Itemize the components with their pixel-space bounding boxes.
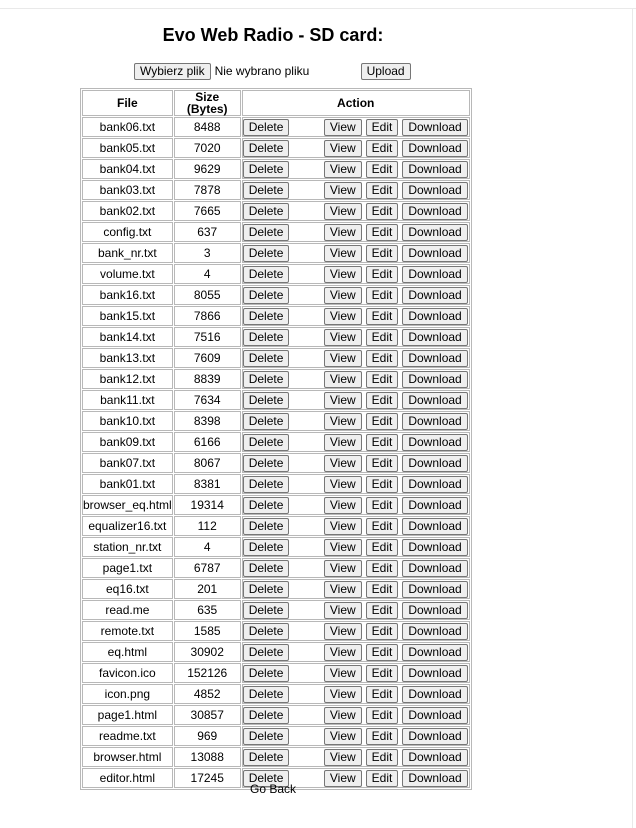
download-button[interactable]: Download	[402, 245, 467, 262]
file-actions-cell	[242, 495, 470, 515]
file-actions-cell	[242, 453, 470, 473]
edit-button[interactable]: Edit	[366, 581, 399, 598]
download-button[interactable]: Download	[402, 539, 467, 556]
download-button[interactable]: Download	[402, 371, 467, 388]
view-button[interactable]: View	[324, 602, 362, 619]
delete-button[interactable]: Delete	[243, 350, 290, 367]
table-row	[82, 222, 470, 242]
delete-button[interactable]: Delete	[243, 203, 290, 220]
view-button[interactable]: View	[324, 539, 362, 556]
file-actions-cell	[242, 327, 470, 347]
file-size-cell: 4852	[174, 684, 241, 704]
file-size-cell: 8398	[174, 411, 241, 431]
file-name-cell: browser_eq.html	[82, 495, 173, 515]
file-name-cell: bank15.txt	[82, 306, 173, 326]
file-actions-group	[243, 391, 469, 409]
file-size-cell: 8067	[174, 453, 241, 473]
file-actions-group	[243, 454, 469, 472]
file-name-cell: favicon.ico	[82, 663, 173, 683]
download-button[interactable]: Download	[402, 665, 467, 682]
download-button[interactable]: Download	[402, 266, 467, 283]
delete-button[interactable]: Delete	[243, 518, 290, 535]
file-size-cell: 4	[174, 264, 241, 284]
table-row	[82, 474, 470, 494]
table-row	[82, 264, 470, 284]
delete-button[interactable]: Delete	[243, 329, 290, 346]
file-size-cell: 635	[174, 600, 241, 620]
file-actions-group	[243, 286, 469, 304]
file-name-cell: bank13.txt	[82, 348, 173, 368]
table-row	[82, 201, 470, 221]
go-back-link[interactable]: Go Back	[249, 782, 297, 796]
file-name-cell: bank_nr.txt	[82, 243, 173, 263]
delete-button[interactable]: Delete	[243, 245, 290, 262]
file-actions-cell	[242, 138, 470, 158]
view-button[interactable]: View	[324, 665, 362, 682]
header-action: Action	[242, 90, 470, 116]
file-actions-group	[243, 622, 469, 640]
delete-button[interactable]: Delete	[243, 413, 290, 430]
download-button[interactable]: Download	[402, 287, 467, 304]
view-button[interactable]: View	[324, 119, 362, 136]
edit-button[interactable]: Edit	[366, 371, 399, 388]
view-button[interactable]: View	[324, 224, 362, 241]
download-button[interactable]: Download	[402, 707, 467, 724]
table-row	[82, 348, 470, 368]
edit-button[interactable]: Edit	[366, 623, 399, 640]
table-row	[82, 369, 470, 389]
header-file: File	[82, 90, 173, 116]
view-button[interactable]: View	[324, 749, 362, 766]
file-actions-cell	[242, 222, 470, 242]
file-size-cell: 152126	[174, 663, 241, 683]
file-name-cell: bank03.txt	[82, 180, 173, 200]
file-size-cell: 13088	[174, 747, 241, 767]
delete-button[interactable]: Delete	[243, 119, 290, 136]
download-button[interactable]: Download	[402, 644, 467, 661]
view-button[interactable]: View	[324, 686, 362, 703]
edit-button[interactable]: Edit	[366, 182, 399, 199]
edit-button[interactable]: Edit	[366, 560, 399, 577]
delete-button[interactable]: Delete	[243, 161, 290, 178]
download-button[interactable]: Download	[402, 518, 467, 535]
file-size-cell: 637	[174, 222, 241, 242]
file-name-cell: bank12.txt	[82, 369, 173, 389]
edit-button[interactable]: Edit	[366, 602, 399, 619]
edit-button[interactable]: Edit	[366, 665, 399, 682]
download-button[interactable]: Download	[402, 140, 467, 157]
delete-button[interactable]: Delete	[243, 455, 290, 472]
file-actions-group	[243, 601, 469, 619]
delete-button[interactable]: Delete	[243, 539, 290, 556]
file-name-cell: bank11.txt	[82, 390, 173, 410]
file-name-cell: remote.txt	[82, 621, 173, 641]
file-actions-cell	[242, 726, 470, 746]
file-size-cell: 3	[174, 243, 241, 263]
file-actions-group	[243, 538, 469, 556]
file-name-cell: bank09.txt	[82, 432, 173, 452]
file-size-cell: 1585	[174, 621, 241, 641]
download-button[interactable]: Download	[402, 455, 467, 472]
table-row	[82, 621, 470, 641]
delete-button[interactable]: Delete	[243, 140, 290, 157]
file-actions-cell	[242, 684, 470, 704]
file-table	[80, 88, 472, 790]
view-button[interactable]: View	[324, 497, 362, 514]
delete-button[interactable]: Delete	[243, 560, 290, 577]
file-actions-group	[243, 265, 469, 283]
delete-button[interactable]: Delete	[243, 497, 290, 514]
file-size-cell: 7634	[174, 390, 241, 410]
download-button[interactable]: Download	[402, 119, 467, 136]
delete-button[interactable]: Delete	[243, 665, 290, 682]
table-row	[82, 495, 470, 515]
file-actions-group	[243, 244, 469, 262]
file-actions-cell	[242, 474, 470, 494]
file-size-cell: 7609	[174, 348, 241, 368]
file-name-cell: page1.html	[82, 705, 173, 725]
edit-button[interactable]: Edit	[366, 287, 399, 304]
table-row	[82, 537, 470, 557]
delete-button[interactable]: Delete	[243, 644, 290, 661]
download-button[interactable]: Download	[402, 497, 467, 514]
download-button[interactable]: Download	[402, 560, 467, 577]
file-size-cell: 7020	[174, 138, 241, 158]
file-actions-cell	[242, 558, 470, 578]
file-name-cell: volume.txt	[82, 264, 173, 284]
file-actions-group	[243, 664, 469, 682]
table-row	[82, 726, 470, 746]
edit-button[interactable]: Edit	[366, 329, 399, 346]
download-button[interactable]: Download	[402, 770, 467, 787]
table-row	[82, 642, 470, 662]
table-row	[82, 432, 470, 452]
view-button[interactable]: View	[324, 287, 362, 304]
file-actions-cell	[242, 705, 470, 725]
download-button[interactable]: Download	[402, 224, 467, 241]
file-name-cell: bank10.txt	[82, 411, 173, 431]
file-actions-group	[243, 202, 469, 220]
download-button[interactable]: Download	[402, 413, 467, 430]
file-actions-group	[243, 412, 469, 430]
table-row	[82, 747, 470, 767]
table-row	[82, 663, 470, 683]
file-name-cell: page1.txt	[82, 558, 173, 578]
view-button[interactable]: View	[324, 413, 362, 430]
file-name-cell: station_nr.txt	[82, 537, 173, 557]
file-actions-cell	[242, 411, 470, 431]
file-actions-cell	[242, 642, 470, 662]
download-button[interactable]: Download	[402, 476, 467, 493]
file-size-cell: 8381	[174, 474, 241, 494]
download-button[interactable]: Download	[402, 308, 467, 325]
file-size-cell: 4	[174, 537, 241, 557]
edit-button[interactable]: Edit	[366, 497, 399, 514]
view-button[interactable]: View	[324, 476, 362, 493]
view-button[interactable]: View	[324, 266, 362, 283]
download-button[interactable]: Download	[402, 686, 467, 703]
delete-button[interactable]: Delete	[243, 182, 290, 199]
download-button[interactable]: Download	[402, 182, 467, 199]
edit-button[interactable]: Edit	[366, 392, 399, 409]
edit-button[interactable]: Edit	[366, 350, 399, 367]
file-size-cell: 8488	[174, 117, 241, 137]
file-actions-group	[243, 223, 469, 241]
edit-button[interactable]: Edit	[366, 119, 399, 136]
file-table-body	[82, 117, 470, 788]
file-actions-cell	[242, 516, 470, 536]
edit-button[interactable]: Edit	[366, 434, 399, 451]
file-actions-group	[243, 685, 469, 703]
file-actions-group	[243, 307, 469, 325]
file-name-cell: icon.png	[82, 684, 173, 704]
file-name-cell: bank05.txt	[82, 138, 173, 158]
edit-button[interactable]: Edit	[366, 266, 399, 283]
delete-button[interactable]: Delete	[243, 287, 290, 304]
file-name-cell: browser.html	[82, 747, 173, 767]
file-actions-cell	[242, 390, 470, 410]
file-actions-cell	[242, 264, 470, 284]
delete-button[interactable]: Delete	[243, 581, 290, 598]
delete-button[interactable]: Delete	[243, 623, 290, 640]
table-row	[82, 159, 470, 179]
file-actions-group	[243, 727, 469, 745]
file-actions-group	[243, 643, 469, 661]
file-actions-cell	[242, 159, 470, 179]
download-button[interactable]: Download	[402, 581, 467, 598]
file-size-cell: 6166	[174, 432, 241, 452]
table-row	[82, 285, 470, 305]
view-button[interactable]: View	[324, 182, 362, 199]
view-button[interactable]: View	[324, 161, 362, 178]
edit-button[interactable]: Edit	[366, 413, 399, 430]
edit-button[interactable]: Edit	[366, 476, 399, 493]
file-actions-cell	[242, 369, 470, 389]
file-actions-cell	[242, 180, 470, 200]
file-actions-group	[243, 475, 469, 493]
file-actions-cell	[242, 306, 470, 326]
file-size-cell: 8055	[174, 285, 241, 305]
file-actions-cell	[242, 243, 470, 263]
edit-button[interactable]: Edit	[366, 686, 399, 703]
upload-button[interactable]: Upload	[361, 63, 411, 80]
table-row	[82, 705, 470, 725]
file-name-cell: eq.html	[82, 642, 173, 662]
file-size-cell: 201	[174, 579, 241, 599]
file-size-cell: 17245	[174, 768, 241, 788]
table-row	[82, 180, 470, 200]
file-actions-group	[243, 328, 469, 346]
file-actions-group	[243, 181, 469, 199]
file-name-cell: bank02.txt	[82, 201, 173, 221]
file-actions-cell	[242, 432, 470, 452]
table-row	[82, 516, 470, 536]
file-name-cell: bank14.txt	[82, 327, 173, 347]
file-actions-cell	[242, 747, 470, 767]
delete-button[interactable]: Delete	[243, 224, 290, 241]
table-row	[82, 684, 470, 704]
file-actions-group	[243, 496, 469, 514]
view-button[interactable]: View	[324, 350, 362, 367]
delete-button[interactable]: Delete	[243, 749, 290, 766]
table-row	[82, 411, 470, 431]
file-size-cell: 8839	[174, 369, 241, 389]
file-actions-group	[243, 580, 469, 598]
file-actions-cell	[242, 285, 470, 305]
table-row	[82, 306, 470, 326]
table-row	[82, 558, 470, 578]
header-size: Size (Bytes)	[174, 90, 241, 116]
edit-button[interactable]: Edit	[366, 539, 399, 556]
file-actions-cell	[242, 201, 470, 221]
file-name-cell: editor.html	[82, 768, 173, 788]
edit-button[interactable]: Edit	[366, 749, 399, 766]
download-button[interactable]: Download	[402, 161, 467, 178]
table-header-row	[82, 90, 470, 116]
edit-button[interactable]: Edit	[366, 161, 399, 178]
table-row	[82, 579, 470, 599]
view-button[interactable]: View	[324, 245, 362, 262]
file-actions-cell	[242, 117, 470, 137]
download-button[interactable]: Download	[402, 602, 467, 619]
upload-bar	[134, 62, 411, 80]
view-button[interactable]: View	[324, 203, 362, 220]
file-size-cell: 9629	[174, 159, 241, 179]
edit-button[interactable]: Edit	[366, 140, 399, 157]
view-button[interactable]: View	[324, 707, 362, 724]
file-name-cell: bank04.txt	[82, 159, 173, 179]
file-size-cell: 7516	[174, 327, 241, 347]
file-actions-cell	[242, 621, 470, 641]
view-button[interactable]: View	[324, 308, 362, 325]
file-actions-group	[243, 370, 469, 388]
edit-button[interactable]: Edit	[366, 245, 399, 262]
view-button[interactable]: View	[324, 623, 362, 640]
file-actions-group	[243, 139, 469, 157]
table-row	[82, 453, 470, 473]
download-button[interactable]: Download	[402, 329, 467, 346]
view-button[interactable]: View	[324, 518, 362, 535]
delete-button[interactable]: Delete	[243, 728, 290, 745]
table-row	[82, 390, 470, 410]
file-size-cell: 19314	[174, 495, 241, 515]
delete-button[interactable]: Delete	[243, 371, 290, 388]
edit-button[interactable]: Edit	[366, 203, 399, 220]
edit-button[interactable]: Edit	[366, 770, 399, 787]
edit-button[interactable]: Edit	[366, 455, 399, 472]
file-size-cell: 112	[174, 516, 241, 536]
download-button[interactable]: Download	[402, 350, 467, 367]
file-actions-group	[243, 748, 469, 766]
file-name-cell: bank07.txt	[82, 453, 173, 473]
delete-button[interactable]: Delete	[243, 602, 290, 619]
table-row	[82, 138, 470, 158]
delete-button[interactable]: Delete	[243, 434, 290, 451]
delete-button[interactable]: Delete	[243, 476, 290, 493]
view-button[interactable]: View	[324, 434, 362, 451]
file-size-cell: 30902	[174, 642, 241, 662]
file-size-cell: 969	[174, 726, 241, 746]
file-size-cell: 7665	[174, 201, 241, 221]
file-name-cell: read.me	[82, 600, 173, 620]
file-actions-cell	[242, 663, 470, 683]
view-button[interactable]: View	[324, 329, 362, 346]
file-size-cell: 6787	[174, 558, 241, 578]
edit-button[interactable]: Edit	[366, 644, 399, 661]
file-actions-group	[243, 118, 469, 136]
file-size-cell: 7866	[174, 306, 241, 326]
view-button[interactable]: View	[324, 560, 362, 577]
file-name-cell: bank06.txt	[82, 117, 173, 137]
file-actions-group	[243, 433, 469, 451]
view-button[interactable]: View	[324, 581, 362, 598]
download-button[interactable]: Download	[402, 749, 467, 766]
view-button[interactable]: View	[324, 371, 362, 388]
delete-button[interactable]: Delete	[243, 266, 290, 283]
file-name-cell: config.txt	[82, 222, 173, 242]
table-row	[82, 243, 470, 263]
file-name-cell: equalizer16.txt	[82, 516, 173, 536]
delete-button[interactable]: Delete	[243, 707, 290, 724]
download-button[interactable]: Download	[402, 434, 467, 451]
table-row	[82, 327, 470, 347]
view-button[interactable]: View	[324, 728, 362, 745]
file-actions-group	[243, 517, 469, 535]
file-actions-cell	[242, 537, 470, 557]
view-button[interactable]: View	[324, 140, 362, 157]
file-actions-group	[243, 706, 469, 724]
edit-button[interactable]: Edit	[366, 224, 399, 241]
download-button[interactable]: Download	[402, 203, 467, 220]
file-actions-cell	[242, 348, 470, 368]
edit-button[interactable]: Edit	[366, 308, 399, 325]
choose-file-button[interactable]: Wybierz plik	[134, 63, 211, 80]
edit-button[interactable]: Edit	[366, 518, 399, 535]
delete-button[interactable]: Delete	[243, 686, 290, 703]
view-button[interactable]: View	[324, 392, 362, 409]
file-name-cell: bank16.txt	[82, 285, 173, 305]
file-actions-group	[243, 349, 469, 367]
page-title: Evo Web Radio - SD card:	[162, 25, 384, 45]
file-actions-group	[243, 160, 469, 178]
delete-button[interactable]: Delete	[243, 770, 290, 787]
view-button[interactable]: View	[324, 644, 362, 661]
file-name-cell: bank01.txt	[82, 474, 173, 494]
download-button[interactable]: Download	[402, 392, 467, 409]
file-name-cell: eq16.txt	[82, 579, 173, 599]
view-button[interactable]: View	[324, 455, 362, 472]
file-actions-group	[243, 559, 469, 577]
delete-button[interactable]: Delete	[243, 392, 290, 409]
edit-button[interactable]: Edit	[366, 707, 399, 724]
table-row	[82, 600, 470, 620]
view-button[interactable]: View	[324, 770, 362, 787]
edit-button[interactable]: Edit	[366, 728, 399, 745]
table-row	[82, 117, 470, 137]
file-status-text: Nie wybrano pliku	[214, 64, 310, 78]
file-size-cell: 30857	[174, 705, 241, 725]
download-button[interactable]: Download	[402, 623, 467, 640]
delete-button[interactable]: Delete	[243, 308, 290, 325]
page-top-border	[0, 8, 636, 9]
file-name-cell: readme.txt	[82, 726, 173, 746]
file-actions-cell	[242, 600, 470, 620]
file-actions-cell	[242, 579, 470, 599]
download-button[interactable]: Download	[402, 728, 467, 745]
page-right-border	[632, 8, 633, 828]
file-size-cell: 7878	[174, 180, 241, 200]
